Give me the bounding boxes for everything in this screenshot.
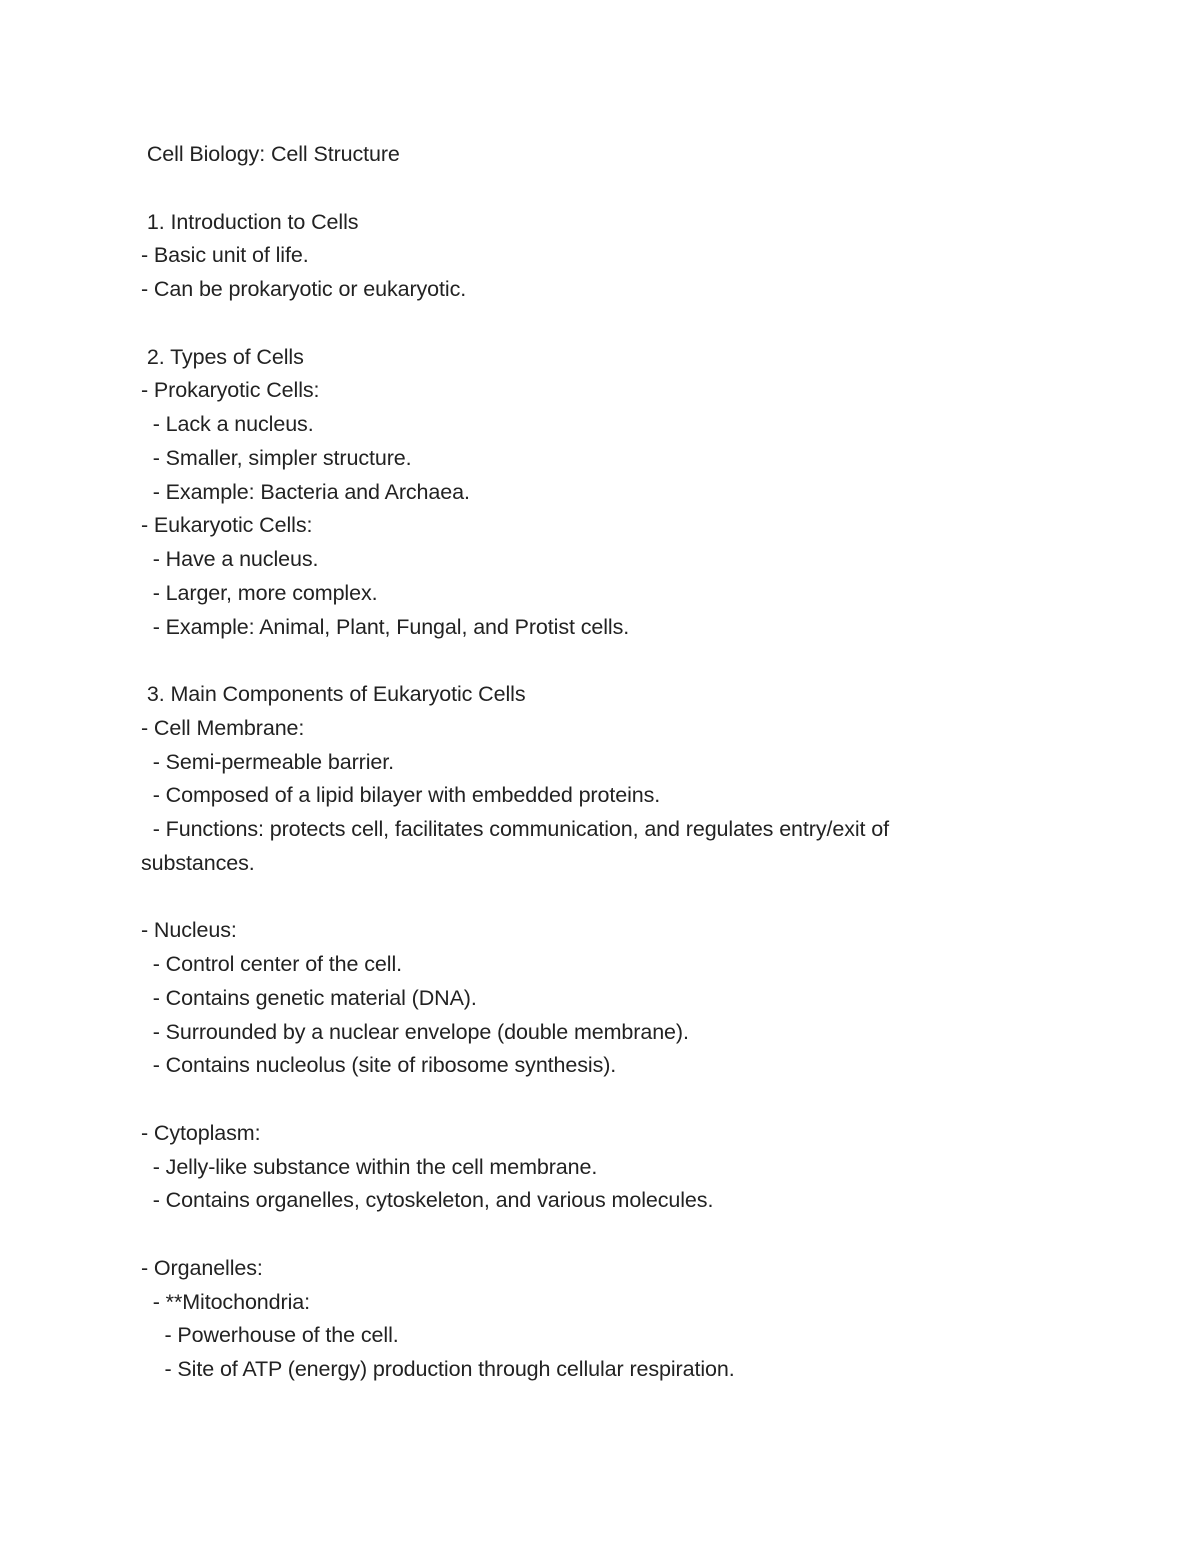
blank-line — [141, 644, 1041, 678]
blank-line — [141, 307, 1041, 341]
text-line: - Lack a nucleus. — [141, 412, 314, 436]
document-body — [141, 138, 1041, 1387]
section-heading-introduction: 1. Introduction to Cells — [141, 209, 359, 234]
text-line: - Powerhouse of the cell. — [141, 1323, 399, 1348]
subheading-nucleus: - Nucleus: — [141, 918, 237, 943]
text-line: - Site of ATP (energy) production through cellular respiration. — [141, 1357, 735, 1381]
subheading-cytoplasm: - Cytoplasm: — [141, 1120, 261, 1145]
section-heading-types: 2. Types of Cells — [141, 344, 304, 369]
text-line: - Functions: protects cell, facilitates communication, and regulates entry/exit of — [141, 817, 890, 841]
text-line: - Have a nucleus. — [141, 547, 319, 571]
text-line: - Composed of a lipid bilayer with embedded proteins. — [141, 783, 661, 808]
text-line: - Example: Bacteria and Archaea. — [141, 479, 470, 504]
text-line: - Example: Animal, Plant, Fungal, and Protist cells. — [141, 614, 630, 639]
text-line: - Semi-permeable barrier. — [141, 749, 395, 774]
text-line: - Basic unit of life. — [141, 243, 309, 268]
text-line: - Contains nucleolus (site of ribosome synthesis). — [141, 1053, 617, 1078]
text-line: - Smaller, simpler structure. — [141, 445, 412, 470]
blank-line — [141, 1218, 1041, 1252]
text-line: - Control center of the cell. — [141, 952, 402, 976]
text-line: substances. — [141, 850, 255, 875]
blank-line — [141, 1083, 1041, 1117]
text-line: - Prokaryotic Cells: — [141, 378, 320, 403]
section-heading-components: 3. Main Components of Eukaryotic Cells — [141, 682, 526, 706]
document-title: Cell Biology: Cell Structure — [141, 142, 400, 166]
text-line: - Surrounded by a nuclear envelope (double membrane). — [141, 1019, 689, 1044]
text-line: - Larger, more complex. — [141, 580, 378, 605]
blank-line — [141, 172, 1041, 206]
subheading-organelles: - Organelles: — [141, 1255, 263, 1280]
text-line: - Contains organelles, cytoskeleton, and various molecules. — [141, 1188, 714, 1213]
text-line: - Can be prokaryotic or eukaryotic. — [141, 277, 467, 301]
text-line: - Jelly-like substance within the cell membrane. — [141, 1154, 598, 1179]
blank-line — [141, 881, 1041, 915]
text-line: - Eukaryotic Cells: — [141, 513, 313, 538]
text-line: - Cell Membrane: — [141, 715, 305, 740]
text-line: - Contains genetic material (DNA). — [141, 985, 477, 1010]
text-line: - **Mitochondria: — [141, 1289, 310, 1314]
